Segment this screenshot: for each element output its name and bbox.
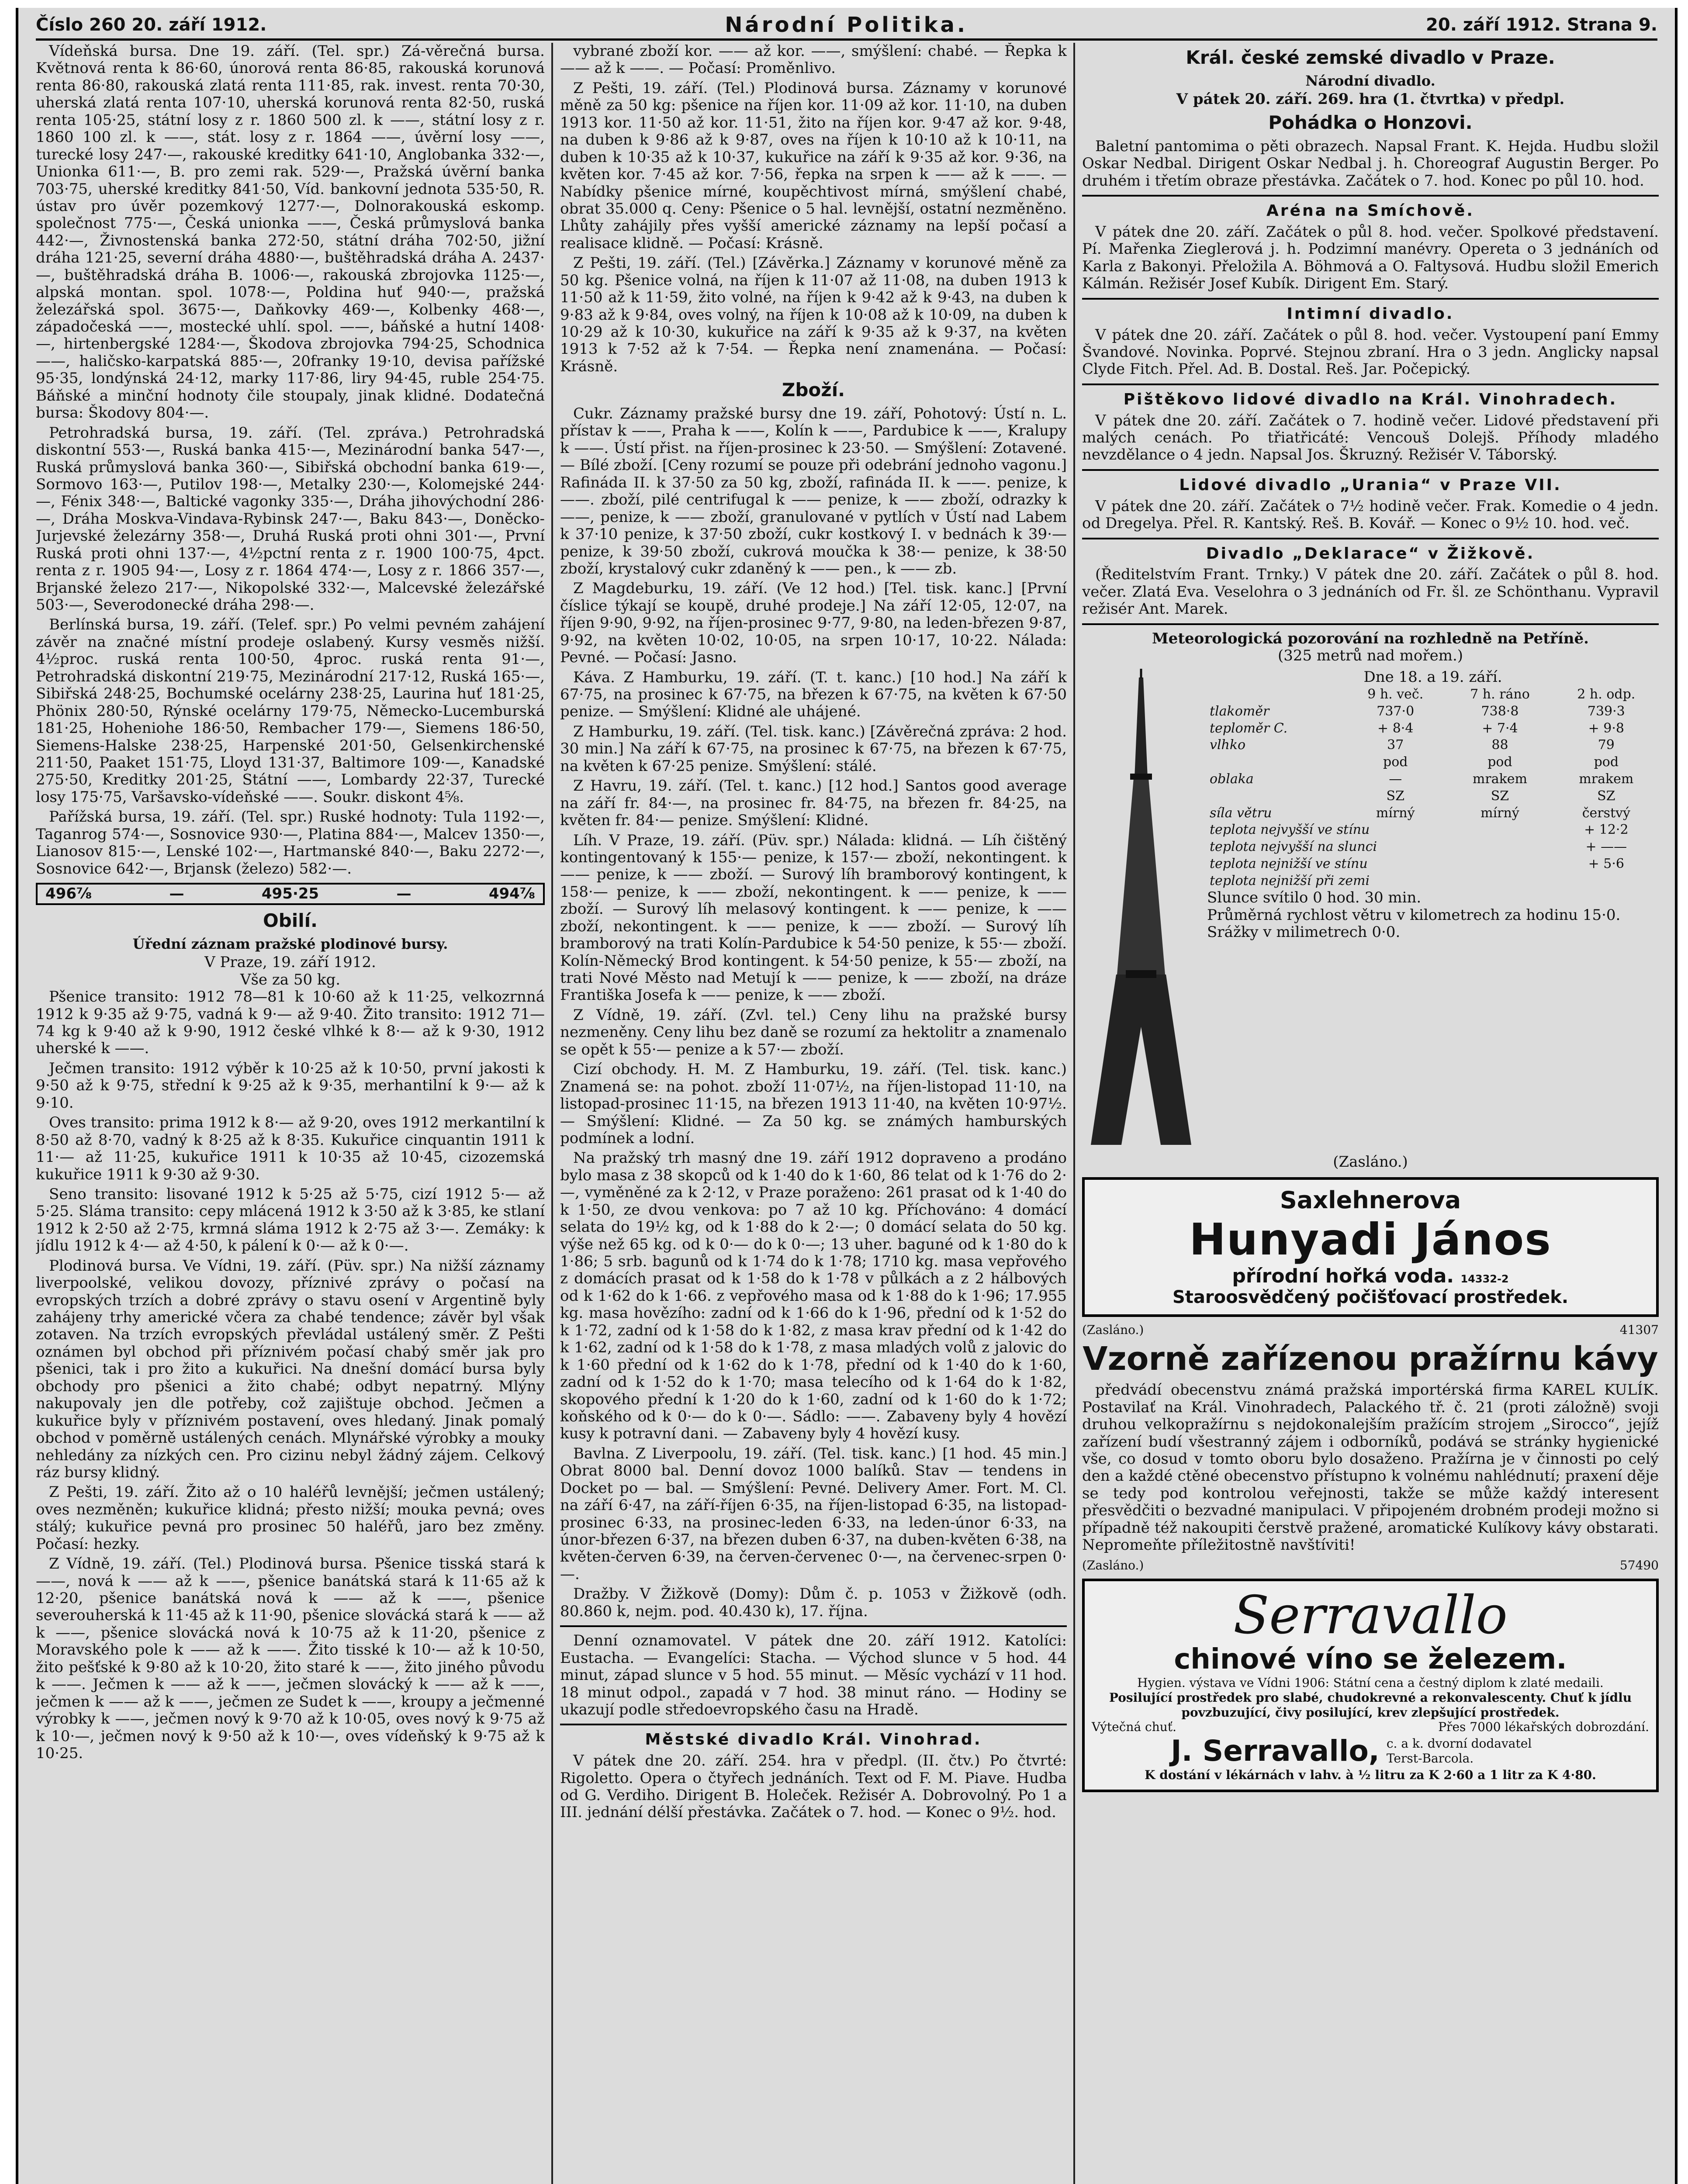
meteo-value: 79	[1598, 737, 1615, 753]
arena-text: V pátek dne 20. září. Začátek o půl 8. hod. večer. Spolkové představení. Pí. Mařenka Zieglerová j. h. Podzimní manévry. Opereta o 3 jednáních od Karla z Bakonyi. Přeložila A. Böhmová a O. Faltysová. Hudbu složil Emerich Kálmán. Režisér Josef Kubík. Dirigent Em. Starý.	[1082, 223, 1659, 293]
meteo-value: 37	[1387, 737, 1404, 753]
coffee-roastery-title: Vzorně zařízenou pražírnu kávy	[1083, 1340, 1658, 1378]
divider	[1082, 538, 1659, 539]
meteo-value: 737·0	[1377, 703, 1415, 719]
national-theatre-show: Pohádka o Honzovi.	[1268, 112, 1473, 134]
ad-number: 57490	[1619, 1558, 1659, 1572]
wheat-report: Pšenice transito: 1912 78—81 k 10·60 až k 11·25, velkozrnná 1912 k 9·35 až 9·75, vadná k 9·— až 9·40. Žito transito: 1912 71—74 kg k 9·40 až k 9·90, 1912 české vlhké k 8·— až k 9·30, 1912 uherské k ——.	[36, 988, 545, 1057]
ad-footnotes: Výtečná chuť. Přes 7000 lékařských dobrozdání.	[1092, 1720, 1649, 1735]
meteo-row-label: vlhko	[1210, 737, 1246, 753]
divider	[1082, 384, 1659, 385]
grain-unit: Vše za 50 kg.	[240, 971, 341, 988]
sent-in-row	[1082, 1559, 1659, 1572]
tick-value: 494⅞	[488, 885, 535, 902]
meteo-value: mrakem	[1472, 771, 1527, 787]
section-title-goods: Zboží.	[782, 379, 845, 401]
meteo-row-label: teploměr C.	[1210, 720, 1288, 736]
meteo-value: mírný	[1480, 805, 1519, 821]
column-3	[1082, 43, 1659, 2184]
pest-produce-report: Z Pešti, 19. září. (Tel.) Plodinová bursa. Záznamy v korunové měně za 50 kg: pšenice na říjen kor. 11·09 až kor. 11·10, na duben 1913 kor. 11·50 až kor. 11·51, žito na říjen kor. 9·47 až kor. 9·48, na duben k 9·86 až k 9·87, oves na říjen k 10·10 až k 10·11, na duben k 10·35 až k 10·37, kukuřice na září k 9·35 až kor. 9·36, na květen kor. 7·45 až kor. 7·56, řepka na srpen k —— až k ——. — Nabídky pšenice mírné, koupěchtivost mírná, smýšlení chabé, obrat 35.000 q. Ceny: Pšenice o 5 hal. levnější, ostatní nezměněno. Lhůty zahájily přes vyšší americké záznamy na lepší počasí a realisace klidně. — Počasí: Krásně.	[560, 79, 1067, 252]
vienna-produce-report: Plodinová bursa. Ve Vídni, 19. září. (Püv. spr.) Na nižší záznamy liverpoolské, velikou dovozy, příznivé zprávy o počasí na evropských trzích a dobré zprávy o stavu osení v Argentině byly zahájeny trhy americké včera za chabé tendence; závěr byl však zotaven. Na trzích evropských převládal ustálený směr. Z Pešti oznámen byl obchod při příznivém počasí chabý směr jak pro pšenici, tak i pro žito a kukuřici. Na dnešní domácí bursa byly obchody pro pšenici a žito chabé; odbyt nepatrný. Mlýny nakupovaly jen dle potřeby, což zajištuje obchod. Ječmen a kukuřice byly v příznivém postavení, oves hledaný. Jinak pomalý obchod v poměrně ustálených cenách. Mlynářské výrobky a mouky nehledány za nízkých cen. Pro cizinu nebyl žádný zájem. Celkový ráz bursy klidný.	[36, 1257, 545, 1481]
ad-product-name: Hunyadi János	[1189, 1213, 1552, 1265]
sent-in-row	[1082, 1323, 1659, 1337]
meteo-subtitle: (325 metrů nad mořem.)	[1277, 647, 1463, 665]
ad-number: 41307	[1619, 1322, 1659, 1337]
ad-product-sub: přírodní hořká voda. 14332-2	[1232, 1265, 1509, 1287]
meteo-wind: Průměrná rychlost větru v kilometrech za hodinu 15·0.	[1207, 906, 1621, 924]
berlin-bourse-report: Berlínská bursa, 19. září. (Telef. spr.) Po velmi pevném zahájení závěr na značné místní prodeje oslabený. Kursy vesměs nižší. 4½proc. ruská renta 100·50, 4proc. ruská renta 91·—, Petrohradská diskontní 219·75, Mezinárodní 217·12, Ruská 165·—, Sibiřská 248·25, Bochumské ocelárny 238·25, Laurina huť 181·25, Phönix 280·50, Rýnské ocelárny 179·75, Německo-Lucemburská 181·25, Hoheniohe 186·50, Rembacher 179·—, Siemens 186·50, Siemens-Halske 238·25, Harpenské 201·50, Gelsenkirchenské 211·50, Paaket 151·75, Lloyd 131·37, Baltimore 109·—, Kanadské 275·50, Kreditky 201·25, Státní ——, Lombardy 22·37, Turecké losy 175·75, Varšavsko-vídeňské ——. Soukr. diskont 4⅝.	[36, 616, 545, 806]
ad-price: K dostání v lékárnách v lahv. à ½ litru za K 2·60 a 1 litr za K 4·80.	[1145, 1768, 1596, 1783]
sent-in-label: (Zasláno.)	[1082, 1558, 1144, 1572]
meteo-extra-label: teplota nejvyšší na slunci	[1210, 839, 1377, 855]
meteo-value: 738·8	[1481, 703, 1519, 719]
national-theatre-line: V pátek 20. září. 269. hra (1. čtvrtka) v předpl.	[1176, 90, 1565, 108]
meteo-value: pod	[1383, 754, 1408, 770]
national-theatre-subtitle: Národní divadlo.	[1305, 72, 1435, 89]
ad-firm-row	[1092, 1735, 1649, 1768]
meteo-row-label: síla větru	[1210, 805, 1272, 821]
ad-code: 14332-2	[1460, 1272, 1509, 1285]
newspaper-page	[16, 8, 1678, 2184]
newspaper-title: Národní Politika.	[725, 13, 968, 37]
ad-description: Posilující prostředek pro slabé, chudokrevné a rekonvalescenty. Chuť k jídlu povzbuzující, čivy posilující, krev zlepšující prostředek.	[1109, 1690, 1632, 1720]
meteo-table	[1207, 686, 1659, 890]
meteo-col-header: 2 h. odp.	[1577, 686, 1636, 702]
coffee-report: Káva. Z Hamburku, 19. září. (T. t. kanc.) [10 hod.] Na září k 67·75, na prosinec k 67·75, na březen k 67·75, na květen k 67·50 penize. — Smýšlení: Klidné ale uhájené.	[560, 668, 1067, 721]
hunyadi-janos-ad	[1082, 1177, 1659, 1317]
petersburg-bourse-report: Petrohradská bursa, 19. září. (Tel. zpráva.) Petrohradská diskontní 553·—, Ruská banka 415·—, Mezinárodní banka 547·—, Ruská průmyslová banka 360·—, Sibiřská obchodní banka 619·—, Sormovo 163·—, Putilov 198·—, Metalky 230·—, Kolomejské 244·—, Fénix 348·—, Baltické vagonky 335·—, Dráha jihovýchodní 286·—, Dráha Moskva-Vindava-Rybinsk 247·—, Baku 843·—, Doněcko-Jurjevské železárny 358·—, Druhá Ruská proti ohni 301·—, První Ruská proti ohni 137·—, 4½pctní renta z r. 1900 100·75, 4pct. renta z r. 1905 94·—, Losy z r. 1864 474·—, Losy z r. 1866 357·—, Brjanské železo 217·—, Nikopolské 332·—, Malcevské železářské 503·—, Severodonecké dráha 298·—.	[36, 424, 545, 614]
meteo-rain: Srážky v milimetrech 0·0.	[1207, 923, 1401, 941]
tick-value: 496⅞	[45, 885, 92, 902]
meteo-sunshine: Slunce svítilo 0 hod. 30 min.	[1207, 889, 1422, 907]
ad-award: Hygien. výstava ve Vídni 1906: Státní cena a čestný diplom k zlaté medaili.	[1137, 1676, 1604, 1690]
meteo-row-label	[1207, 754, 1345, 771]
oats-report: Oves transito: prima 1912 k 8·— až 9·20, oves 1912 merkantilní k 8·50 až 8·70, vadný k 8·25 až k 8·35. Kukuřice cinquantin 1911 k 11·— až 11·25, kukuřice 1911 k 10·35 až 10·45, cizozemská kukuřice 1911 k 9·30 až 9·30.	[36, 1114, 545, 1183]
meteo-value: SZ	[1386, 788, 1404, 804]
meteo-extra-label: teplota nejvyšší ve stínu	[1210, 822, 1370, 838]
masthead-right: 20. září 1912. Strana 9.	[1426, 15, 1657, 35]
intimate-theatre-title: Intimní divadlo.	[1287, 304, 1454, 323]
magdeburg-report: Z Magdeburku, 19. září. (Ve 12 hod.) [Tel. tisk. kanc.] [První číslice týkají se koupě, druhé prodeje.] Na září 12·05, 12·07, na říjen 9·90, 9·92, na říjen-prosinec 9·77, 9·80, na leden-březen 9·87, 9·92, na květen 10·02, 10·05, na srpen 10·17, 10·22. Nálada: Pevné. — Počasí: Jasno.	[560, 580, 1067, 667]
serravallo-ad	[1082, 1579, 1659, 1792]
vienna-bourse-report: Vídeňská bursa. Dne 19. září. (Tel. spr.) Zá-věrečná bursa. Květnová renta k 86·60, únorová renta 86·85, rakouská korunová renta 86·80, rakouská zlatá renta 111·85, rak. invest. renta 70·30, uherská zlatá renta 107·10, uherská korunová renta 82·50, ruská renta 105·25, státní losy z r. 1860 500 zl. k ——, státní losy z r. 1860 100 zl. k ——, stát. losy z r. 1864 ——, úvěrní losy ——, turecké losy 247·—, rakouské kreditky 641·10, Anglobanka 332·—, Unionka 611·—, B. pro zemi rak. 529·—, Pražská úvěrní banka 703·75, uherské kreditky 841·50, Víd. bankovní jednota 535·50, R. ústav pro úvěr pozemkový 1277·—, Dolnorakouská eskomp. společnost 775·—, Česká unionka ——, Česká průmyslová banka 442·—, Živnostenská banka 272·50, státní dráha 702·50, jižní dráha 121·25, severní dráha 4880·—, buštěhradská dráha A. 2437·—, buštěhradská dráha B. 1006·—, rakouská zbrojovka 1125·—, alpská montan. spol. 1078·—, Poldina huť 940·—, pražská železářská spol. 3675·—, Daňkovky 469·—, Kolbenky 468·—, západočeská ——, mostecké uhlí. spol. ——, báňské a hutní 1408·—, hirtenbergské 1284·—, Škodova zbrojovka 794·25, Schodnica ——, haličsko-karpatská 885·—, 20franky 19·10, devisa pařížské 95·35, londýnská 24·12, marky 117·86, liry 94·45, ruble 254·75. Báňské a minční hodnoty čile stoupaly, jinak klidné. Dodatečná bursa: Škodovy 804·—.	[36, 43, 545, 422]
divider	[560, 1625, 1067, 1627]
cotton-report: Bavlna. Z Liverpoolu, 19. září. (Tel. tisk. kanc.) [1 hod. 45 min.] Obrat 8000 bal. Denní dovoz 1000 balíků. Stav — tendens in Docket po — bal. — Smýšlení: Pevné. Delivery Amer. Fort. M. Cl. na září 6·47, na září-říjen 6·35, na říjen-listopad 6·35, na listopad-prosinec 6·33, na prosinec-leden 6·33, na leden-únor 6·33, na únor-březen 6·37, na březen duben 6·37, na duben-květen 6·38, na květen-červen 6·39, na červen-červenec 0·—, na červenec-srpen 0·—.	[560, 1444, 1067, 1583]
deklarace-theatre-text: (Ředitelstvím Frant. Trnky.) V pátek dne 20. září. Začátek o půl 8. hod. večer. Zlatá Eva. Veselohra o 3 jednáních od Fr. šl. ze Schönthanu. Vypravil režisér Ant. Marek.	[1082, 566, 1659, 618]
sugar-report: Cukr. Záznamy pražské bursy dne 19. září, Pohotový: Ústí n. L. přístav k ——, Praha k ——, Kolín k ——, Pardubice k ——, Kralupy k ——. Ústí přist. na říjen-prosinec k 23·50. — Smýšlení: Zotavené. — Bílé zboží. [Ceny rozumí se pouze při odebrání jednoho vagonu.] Rafináda II. k 37·50 za 50 kg, zboží, rafináda II. k ——. penize, k ——. zboží, pilé centrifugal k —— penize, k —— zboží, odrazky k ——, penize, k —— zboží, granulované v pytlích v Ústí nad Labem k 37·10 penize, k 37·50 zboží, cukr kostkový I. v bednách k 39·— penize, k 39·50 zboží, cukrová moučka k 38·— penize, k 38·50 zboží, krystalový cukr zdaněný k —— pen., k —— zb.	[560, 405, 1067, 577]
weather-block	[1082, 669, 1659, 1149]
meteo-value: mrakem	[1579, 771, 1634, 787]
meteo-extra-label: teplota nejnižší při zemi	[1210, 873, 1370, 888]
pistek-theatre-text: V pátek dne 20. září. Začátek o 7. hodině večer. Lidové představení při malých cenách. Po třiatřicáté: Vencouš Dolejš. Příhody mladého nevzdělance o 4 jedn. Napsal Jos. Škruzný. Režisér V. Táborský.	[1082, 411, 1659, 464]
meteo-value: pod	[1594, 754, 1619, 770]
petrin-tower-icon	[1082, 669, 1200, 1149]
sent-in-label: (Zasláno.)	[1333, 1153, 1408, 1171]
meteo-col-header: 9 h. več.	[1367, 686, 1424, 702]
hay-report: Seno transito: lisované 1912 k 5·25 až 5·75, cizí 1912 5·— až 5·25. Sláma transito: cepy mlácená 1912 k 3·50 až k 3·85, ke stlaní 1912 k 2·50 až 2·75, krmná sláma 1912 k 2·75 až 3·—. Zemáky: k jídlu 1912 k 4·— až 4·50, k pálení k 0·— až k 0·—.	[36, 1185, 545, 1255]
meteo-value: + 9·8	[1588, 720, 1624, 736]
meteo-value: + 8·4	[1377, 720, 1414, 736]
divider	[560, 1724, 1067, 1725]
column-divider	[1073, 43, 1075, 2184]
meteo-extra-value: + 12·2	[1584, 822, 1629, 838]
meteo-value: SZ	[1597, 788, 1615, 804]
auctions-report: Dražby. V Žižkově (Domy): Dům č. p. 1053 v Žižkově (odh. 80.860 k, nejm. pod. 40.430 k), 17. října.	[560, 1585, 1067, 1620]
market-report: vybrané zboží kor. —— až kor. ——, smýšlení: chabé. — Řepka k —— až k ——. — Počasí: Proměnlivo.	[560, 43, 1067, 77]
grain-subtitle: Úřední záznam pražské plodinové bursy.	[132, 936, 448, 953]
vienna-spirits-report: Z Vídně, 19. září. (Zvl. tel.) Ceny lihu na pražské bursy nezmeněny. Ceny lihu bez daně se rozumí za hektolitr a znamenalo se opět k 55·— penize a k 57·— zboží.	[560, 1006, 1067, 1058]
meteo-row-label: oblaka	[1210, 771, 1254, 787]
arena-title: Aréna na Smíchově.	[1266, 202, 1474, 220]
theatre-text-vinohrady: V pátek dne 20. září. 254. hra v předpl. (II. čtv.) Po čtvrté: Rigoletto. Opera o čtyřech jednáních. Text od F. M. Piave. Hudba od G. Verdiho. Dirigent B. Holeček. Režisér A. Dobrovolný. Po 1 a III. jednání délší přestávka. Začátek o 7. hod. — Konec o 9½. hod.	[560, 1752, 1067, 1821]
column-1	[36, 43, 545, 2184]
divider	[1082, 298, 1659, 300]
meteo-title: Meteorologická pozorování na rozhledně na Petříně.	[1152, 629, 1589, 647]
meteo-extra-label: teplota nejnižší ve stínu	[1210, 856, 1368, 871]
pest-closing-report: Z Pešti, 19. září. (Tel.) [Závěrka.] Záznamy v korunové měně za 50 kg. Pšenice volná, na říjen k 11·07 až 11·08, na duben 1913 k 11·50 až k 11·59, žito volné, na říjen k 9·42 až k 9·43, na duben k 9·83 až k 9·84, oves volný, na říjen k 10·08 až k 10·09, na duben k 10·29 až k 10·30, kukuřice na září k 9·35 až k 9·37, na květen 1913 k 7·52 až k 7·54. — Řepka není znamenána. — Počasí: Krásně.	[560, 254, 1067, 375]
tick-value: 495·25	[261, 885, 319, 902]
ad-firm: J. Serravallo,	[1171, 1734, 1380, 1768]
column-divider	[551, 43, 553, 2184]
pest-report: Z Pešti, 19. září. Žito až o 10 haléřů levnější; ječmen ustálený; oves nezměněn; kukuřice klidná; přesto nižší; mouka pevná; oves stálý; kukuřice pevná pro prosinec 50 haléřů, jaro bez změny. Počasí: hezky.	[36, 1483, 545, 1553]
meteo-extra-value: + ——	[1585, 839, 1627, 855]
meteo-row-label: tlakoměr	[1210, 703, 1269, 719]
ad-slogan: Staroosvědčený počišťovací prostředek.	[1172, 1287, 1569, 1307]
meteo-date: Dne 18. a 19. září.	[1363, 668, 1502, 686]
grain-date: V Praze, 19. září 1912.	[204, 954, 376, 971]
national-theatre-text: Baletní pantomima o pěti obrazech. Napsal Frant. K. Hejda. Hudbu složil Oskar Nedbal. Dirigent Oskar Nedbal j. h. Choreograf Augustin Berger. Po druhém i třetím obraze přestávka. Začátek o 7. hod. Konec po půl 10. hod.	[1082, 137, 1659, 190]
urania-theatre-text: V pátek dne 20. září. Začátek o 7½ hodině večer. Frak. Komedie o 4 jedn. od Dregelya. Přel. R. Kantský. Reš. B. Kovář. — Konec o 9½ 10. hod. več.	[1082, 497, 1659, 532]
intimate-theatre-text: V pátek dne 20. září. Začátek o půl 8. hod. večer. Vystoupení paní Emmy Švandové. Novinka. Poprvé. Stejnou zbraní. Hra o 3 jedn. Anglicky napsal Clyde Fitch. Přel. Ad. B. Dostal. Reš. Jar. Počepický.	[1082, 326, 1659, 378]
price-tick-strip: 496⅞ — 495·25 — 494⅞	[36, 883, 545, 905]
national-theatre-title: Král. české zemské divadlo v Praze.	[1186, 47, 1555, 68]
meteo-value: mírný	[1376, 805, 1415, 821]
paris-bourse-report: Pařížská bursa, 19. září. (Tel. spr.) Ruské hodnoty: Tula 1192·—, Taganrog 574·—, Sosnovice 930·—, Platina 884·—, Malcev 1350·—, Lianosov 815·—, Lenské 102·—, Hartmanské 840·—, Baku 2272·—, Sosnovice 642·—, Brjansk (železo) 582·—.	[36, 808, 545, 878]
spirits-report: Líh. V Praze, 19. září. (Püv. spr.) Nálada: klidná. — Líh čištěný kontingentovaný k 155·— penize, k 157·— zboží, nekontingent. k —— penize, k —— zboží. — Surový líh bramborový kontingent, k 158·— penize, k —— zboží, nekontingent. k —— penize, k —— zboží. — Surový líh melasový kontingent. k —— penize, k —— zboží, nekontingent. k —— penize, k —— zboží. — Surový líh bramborový na trati Kolín-Pardubice k 54·50 penize, k 55·— zboží. Kolín-Německý Brod kontingent. k 54·50 penize, k 55·— zboží, na trati Nové Město nad Metují k —— penize, k —— zboží, na dráze Františka Josefa k —— penize, k —— zboží.	[560, 831, 1067, 1004]
meteo-row-label	[1207, 788, 1345, 805]
section-title-grain: Obilí.	[263, 910, 318, 932]
meteo-col-header: 7 h. ráno	[1470, 686, 1530, 702]
daily-notices: Denní oznamovatel. V pátek dne 20. září 1912. Katolíci: Eustacha. — Evangelíci: Stacha. — Východ slunce v 5 hod. 44 minut, západ slunce v 5 hod. 55 minut. — Měsíc vychází v 11 hod. 18 minut odpol., zapadá v 7 hod. 38 minut ráno. — Hodiny se ukazují podle středoevropského času na Hradě.	[560, 1632, 1067, 1718]
meteo-extra-value: + 5·6	[1588, 856, 1624, 871]
meteo-value: 88	[1491, 737, 1508, 753]
urania-theatre-title: Lidové divadlo „Urania“ v Praze VII.	[1179, 476, 1562, 494]
pistek-theatre-title: Pištěkovo lidové divadlo na Král. Vinohradech.	[1123, 390, 1618, 408]
masthead-left: Číslo 260 20. září 1912.	[36, 15, 267, 35]
coffee-roastery-text: předvádí obecenstvu známá pražská importérská firma KAREL KULÍK. Postavilať na Král. Vinohradech, Palackého tř. č. 21 (proti záložně) svoji druhou velkopražírnu s nejdokonalejším pražícím strojem „Sirocco“, jejíž zařízení budí všestranný zájem i odborníků, podává se stránky hygienické vše, co dosud v tomto oboru bylo dosaženo. Pražírna je v činnosti po celý den a každé ctěné obecenstvo přístupno k volnému nahlédnutí; praxení děje se tedy pod kontrolou veřejnosti, takže se může každý interesent přesvědčiti o bezvadné manipulaci. V připojeném drobném prodeji možno si případně též nakoupiti čerstvě pražené, aromatické Kulíkovy kávy obstarati. Nepromeňte příležitostně navštíviti!	[1082, 1381, 1659, 1554]
column-2	[560, 43, 1067, 2184]
ad-brand: Saxlehnerova	[1280, 1186, 1461, 1214]
ad-firm-sub: c. a k. dvorní dodavatel Terst-Barcola.	[1386, 1736, 1532, 1766]
ad-brand-script: Serravallo	[1233, 1585, 1508, 1646]
meteo-value: čerstvý	[1582, 805, 1630, 821]
foreign-trade-report: Cizí obchody. H. M. Z Hamburku, 19. září. (Tel. tisk. kanc.) Znamená se: na pohot. zboží 11·07½, na říjen-listopad 11·10, na listopad-prosinec 11·15, na březen 1913 11·40, na květen 10·97½. — Smýšlení: Klidné. — Za 50 kg. se známých hamburských podmínek a lodní.	[560, 1061, 1067, 1147]
meteo-value: —	[1389, 771, 1402, 787]
divider	[1082, 623, 1659, 625]
meteo-value: SZ	[1491, 788, 1509, 804]
theatre-title-vinohrady: Městské divadlo Král. Vinohrad.	[645, 1731, 982, 1749]
meat-market-report: Na pražský trh masný dne 19. září 1912 dopraveno a prodáno bylo masa z 38 skopců od k 1·40 do k 1·60, 86 telat od k 1·76 do 2·—, vyměněné za k 2·12, v Praze poraženo: 261 prasat od k 1·40 do k 1·50, ze dvou venkova: po 7 až 10 kg. Příchováno: 4 domácí selata do 19½ kg, od k 1·88 do k 2·—; 0 domácí selata do 50 kg. výše než 65 kg. od k 0·— do k 0·—; 13 uher. baguné od k 1·80 do k 1·86; 5 srb. bagunů od k 1·74 do k 1·78; 1710 kg. masa vepřového z domácích prasat od k 1·58 do k 1·78 v půlkách a z 2 hálbových od k 1·62 do k 1·66. z vepřového masa od k 1·88 do k 1·96; 17.955 kg. masa hovězího: zadní od k 1·66 do k 1·96, přední od k 1·52 do k 1·72, zadní od k 1·58 do k 1·82, z masa krav přední od k 1·42 do k 1·62, zadní od k 1·58 do k 1·78, z masa mladých volů z jalovic do k 1·60 přední od k 1·62 do k 1·78, přední od k 1·40 do k 1·60, zadní od k 1·52 do k 1·70; masa telecího od k 1·64 do k 1·82, skopového přední k 1·20 do k 1·60, zadní od k 1·60 do k 1·72; koňského od k 0·— do k 0·—. Sádlo: ——. Zabaveny byly 4 hovězí kusy k potravní dani. — Zabaveny byly 4 hovězí kusy.	[560, 1149, 1067, 1443]
meteo-value: 739·3	[1587, 703, 1625, 719]
meteo-value: pod	[1487, 754, 1512, 770]
havre-report: Z Havru, 19. září. (Tel. t. kanc.) [12 hod.] Santos good average na září fr. 84·—, na prosinec fr. 84·75, na březen fr. 84·25, na květen fr. 84·— penize. Smýšlení: Klidné.	[560, 777, 1067, 829]
divider	[1082, 195, 1659, 197]
hamburg-report: Z Hamburku, 19. září. (Tel. tisk. kanc.) [Závěrečná zpráva: 2 hod. 30 min.] Na září k 67·75, na prosinec k 67·75, na březen k 67·75, na květen k 67·25 penize. Smýšlení: stálé.	[560, 722, 1067, 775]
meteo-value: + 7·4	[1482, 720, 1518, 736]
masthead	[36, 11, 1657, 41]
vienna-telegram-report: Z Vídně, 19. září. (Tel.) Plodinová bursa. Pšenice tisská stará k ——, nová k —— až k ——, pšenice banátská stará k 11·65 až k 12·20, pšenice banátská nová k —— až k ——, pšenice severouherská k 11·45 až k 11·90, pšenice slovácká stará k —— až k ——, pšenice slovácká nová k 10·75 až k 11·20, pšenice z Moravského pole k —— až k ——. Žito tisské k 10·— až k 10·50, žito pešťské k 9·80 až k 10·20, žito staré k ——, žito jiného původu k ——. Ječmen k —— až k ——, ječmen slovácký k —— až k ——, ječmen k —— až k ——, ječmen ze Sudet k ——, kroupy a ječmenné výrobky k ——, ječmen nový k 9·70 až k 10·05, oves nový k 9·75 až k 10·—, ječmen nový k 9·50 až k 10·—, oves vídeňský k 9·75 až k 10·25.	[36, 1555, 545, 1762]
sent-in-label: (Zasláno.)	[1082, 1322, 1144, 1337]
divider	[1082, 469, 1659, 471]
ad-product-title: chinové víno se železem.	[1174, 1643, 1567, 1676]
barley-report: Ječmen transito: 1912 výběr k 10·25 až k 10·50, první jakosti k 9·50 až k 9·75, střední k 9·25 až k 9·35, merhantilní k 9·— až k 9·10.	[36, 1059, 545, 1112]
deklarace-theatre-title: Divadlo „Deklarace“ v Žižkově.	[1206, 544, 1535, 563]
